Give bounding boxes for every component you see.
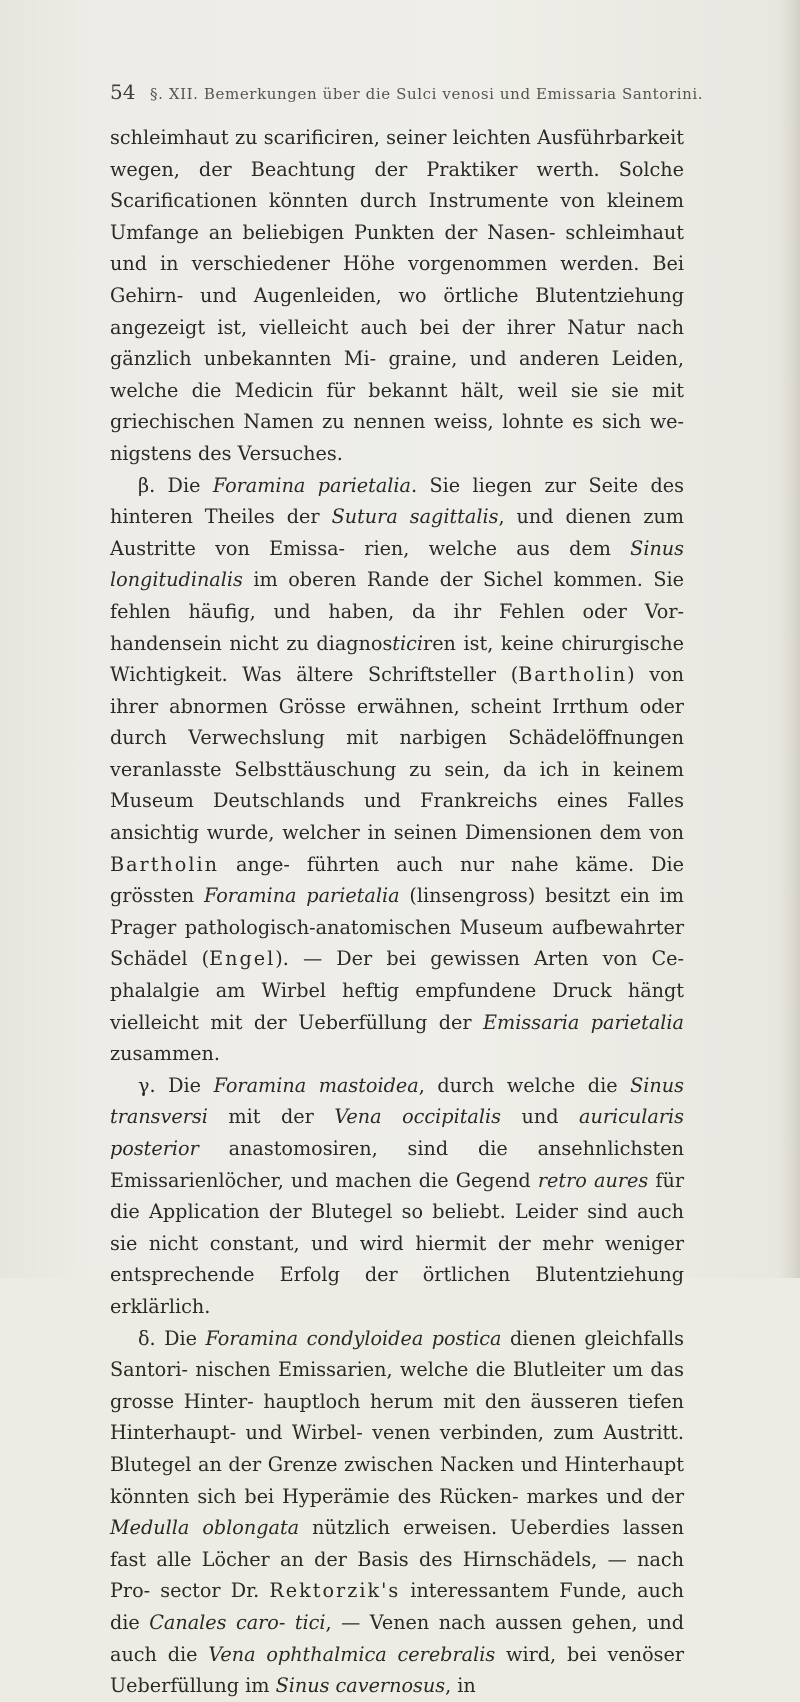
text-line: sector Dr. Rektorzik's interessantem Funde, auch die Canales caro- xyxy=(110,1579,684,1634)
text-line: Theiles der Sutura sagittalis, und dienen zum Austritte von Emissa- xyxy=(110,505,685,560)
paragraph xyxy=(110,1070,684,1323)
text-line: sie sie mit griechischen Namen zu nennen weiss, lohnte es sich we- xyxy=(110,378,685,434)
text-line: handensein nicht zu diagnosticiren ist, keine chirurgische Wichtigkeit. xyxy=(110,631,684,687)
page-number: 54 xyxy=(110,80,136,104)
text-line: die ansehnlichsten Emissarienlöcher, und machen die Gegend retro xyxy=(110,1137,684,1192)
text-line: Gehirn- und Augenleiden, wo örtliche Blutentziehung angezeigt ist, xyxy=(110,283,684,339)
text-line: schleimhaut zu scarificiren, seiner leichten Ausführbarkeit wegen, der xyxy=(110,126,684,181)
text-line: sie nicht constant, und wird hiermit der mehr weniger entsprechende xyxy=(110,1231,684,1287)
paragraph xyxy=(110,470,684,1070)
text-line: δ. Die Foramina condyloidea postica dienen gleichfalls Santori- xyxy=(110,1326,684,1382)
text-line: phalalgie am Wirbel heftig empfundene Druck hängt vielleicht mit xyxy=(110,979,684,1034)
text-line: cerebralis wird, bei venöser Ueberfüllung im Sinus cavernosus, in xyxy=(110,1642,685,1698)
text-line: wurde, welcher in seinen Dimensionen dem von Bartholin ange- xyxy=(110,821,684,876)
text-line: hauptloch herum mit den äusseren tiefen Hinterhaupt- und Wirbel- xyxy=(110,1389,684,1445)
text-line: kommen. Sie fehlen häufig, und haben, da ihr Fehlen oder Vor- xyxy=(110,568,684,623)
body-text xyxy=(110,122,684,1702)
text-line: nigstens des Versuches. xyxy=(110,441,343,465)
text-line: führten auch nur nahe käme. Die grössten Foramina parietalia xyxy=(110,852,685,908)
text-line: Erfolg der örtlichen Blutentziehung erklärlich. xyxy=(110,1263,684,1318)
text-line: lassen fast alle Löcher an der Basis des Hirnschädels, — nach Pro- xyxy=(110,1516,684,1603)
paragraph xyxy=(110,122,684,470)
text-line: aufbewahrter Schädel (Engel). — Der bei gewissen Arten von Ce- xyxy=(110,915,684,971)
text-line: Was ältere Schriftsteller (Bartholin) von ihrer abnormen Grösse xyxy=(110,663,684,718)
paragraph xyxy=(110,1323,684,1702)
text-line: Instrumente von kleinem Umfange an beliebigen Punkten der Nasen- xyxy=(110,189,685,244)
text-line: vielleicht auch bei der ihrer Natur nach gänzlich unbekannten Mi- xyxy=(110,315,684,371)
text-line: rien, welche aus dem Sinus longitudinalis im oberen Rande der Sichel xyxy=(110,536,685,592)
text-line: mit der Vena occipitalis und auricularis posterior anastomosiren, sind xyxy=(110,1105,684,1160)
text-line: (linsengross) besitzt ein im Prager pathologisch-anatomischen Museum xyxy=(110,884,684,939)
text-line: der Ueberfüllung der Emissaria parietalia zusammen. xyxy=(110,1010,684,1066)
text-line: keinem Museum Deutschlands und Frankreichs eines Falles ansichtig xyxy=(110,757,684,845)
text-line: Nacken und Hinterhaupt könnten sich bei Hyperämie des Rücken- xyxy=(110,1452,685,1508)
text-line: markes und der Medulla oblongata nützlich erweisen. Ueberdies xyxy=(110,1484,685,1540)
running-head xyxy=(110,80,710,108)
text-line: Schädelöffnungen veranlasste Selbsttäuschung zu sein, da ich in xyxy=(110,726,684,781)
text-line: schleimhaut und in verschiedener Höhe vorgenommen werden. Bei xyxy=(110,220,684,276)
text-line: tici, — Venen nach aussen gehen, und auch die Vena ophthalmica xyxy=(110,1610,685,1666)
text-line: graine, und anderen Leiden, welche die Medicin für bekannt hält, weil xyxy=(110,347,684,402)
running-head-title: §. XII. Bemerkungen über die Sulci venosi und Emissaria Santorini. xyxy=(150,85,704,103)
text-line: aures für die Application der Blutegel so beliebt. Leider sind auch xyxy=(110,1168,684,1224)
text-line: venen verbinden, zum Austritt. Blutegel an der Grenze zwischen xyxy=(110,1421,684,1476)
text-line: β. Die Foramina parietalia. Sie liegen zur Seite des hinteren xyxy=(110,473,684,529)
text-line: γ. Die Foramina mastoidea, durch welche die Sinus transversi xyxy=(110,1073,684,1129)
page-edge-shadow xyxy=(778,0,800,1278)
text-line: Beachtung der Praktiker werth. Solche Scarificationen könnten durch xyxy=(110,157,684,213)
text-line: nischen Emissarien, welche die Blutleiter um das grosse Hinter- xyxy=(110,1358,684,1413)
text-line: erwähnen, scheint Irrthum oder durch Verwechslung mit narbigen xyxy=(110,694,684,750)
